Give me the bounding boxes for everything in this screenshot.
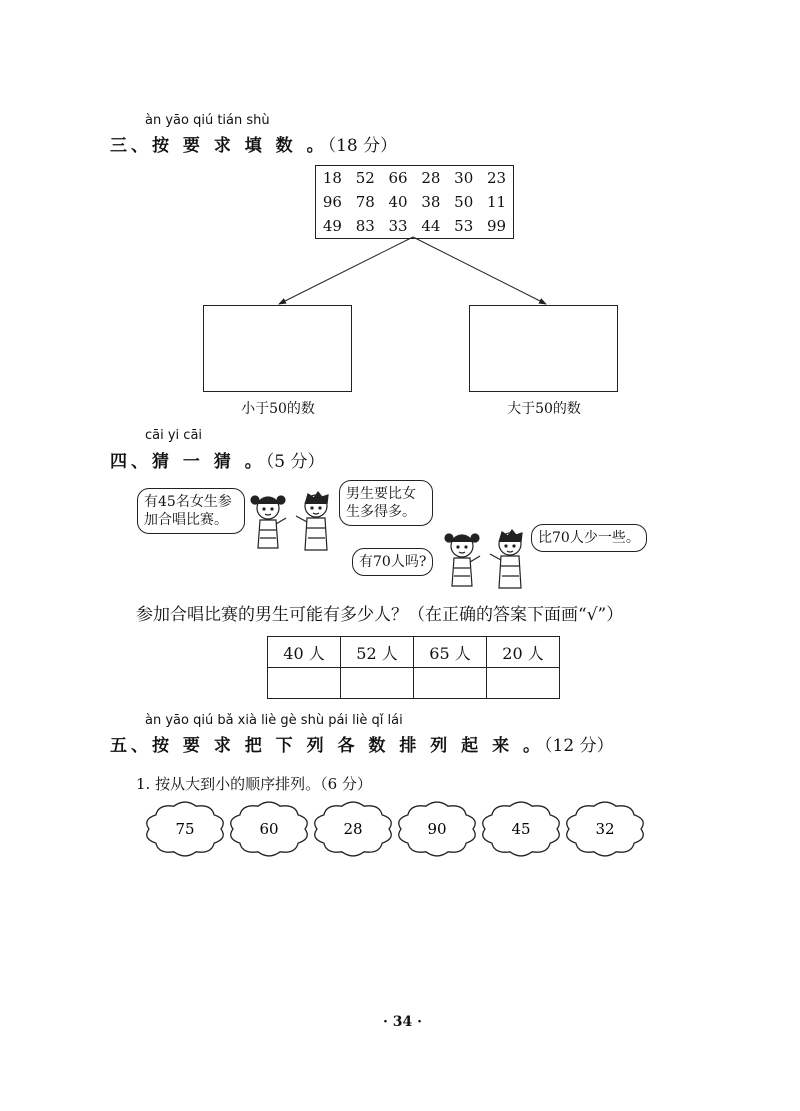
less-than-50-label: 小于50的数 <box>241 401 315 417</box>
cloud-number <box>147 802 224 856</box>
speech-bubble-girl-1 <box>137 488 245 534</box>
answer-mark-cell[interactable] <box>341 668 414 699</box>
kids-illustration-1 <box>238 490 348 555</box>
number-cell: 99 <box>487 217 507 235</box>
bubble1-line2: 加合唱比赛。 <box>144 512 228 528</box>
greater-than-50-label: 大于50的数 <box>507 401 581 417</box>
cloud-number-label: 32 <box>595 820 615 838</box>
speech-bubble-girl-2: 有70人吗? <box>352 548 433 576</box>
arrows-diagram <box>0 0 800 320</box>
section5-heading <box>110 731 614 756</box>
cloud-number <box>315 802 392 856</box>
greater-than-50-box[interactable] <box>469 305 618 392</box>
option-cell: 65 人 <box>414 637 487 668</box>
arrow-left <box>279 237 413 304</box>
section3-pinyin: àn yāo qiú tián shù <box>145 113 270 128</box>
cloud-number <box>483 802 560 856</box>
section3-title: 三、按 要 求 填 数 。 <box>110 136 328 156</box>
number-cell: 53 <box>454 217 474 235</box>
clouds-row <box>140 795 660 865</box>
cloud-number-label: 75 <box>175 820 195 838</box>
number-cell: 96 <box>322 193 342 211</box>
answer-options-row <box>268 637 560 668</box>
cloud-number-label: 28 <box>343 820 363 838</box>
section5-points: （12 分） <box>544 736 614 756</box>
number-cell: 11 <box>487 193 507 211</box>
cloud-number <box>567 802 644 856</box>
number-cell: 78 <box>355 193 375 211</box>
section4-heading <box>110 447 325 472</box>
number-cell: 28 <box>421 169 441 187</box>
answer-mark-row <box>268 668 560 699</box>
section3-points: （18 分） <box>327 136 398 156</box>
section4-question: 参加合唱比赛的男生可能有多少人？（在正确的答案下面画“√”） <box>136 605 624 625</box>
arrow-right <box>413 237 546 304</box>
speech-bubble-boy-1 <box>339 480 433 526</box>
answer-table <box>267 636 560 699</box>
number-cell: 44 <box>421 217 441 235</box>
cloud-number-label: 60 <box>259 820 279 838</box>
bubble2-line2: 生多得多。 <box>346 504 416 520</box>
number-cell: 33 <box>388 217 408 235</box>
number-cell: 52 <box>355 169 375 187</box>
option-cell: 52 人 <box>341 637 414 668</box>
less-than-50-box[interactable] <box>203 305 352 392</box>
page-number: · 34 · <box>383 1014 422 1030</box>
section5-pinyin: àn yāo qiú bǎ xià liè gè shù pái liè qǐ lái <box>145 713 403 728</box>
number-cell: 23 <box>487 169 507 187</box>
bubble1-line1: 有45名女生参 <box>144 494 232 510</box>
boy-figure-1 <box>296 492 328 550</box>
section4-pinyin: cāi yi cāi <box>145 428 203 443</box>
answer-mark-cell[interactable] <box>268 668 341 699</box>
boy-figure-2 <box>490 530 522 588</box>
number-cell: 30 <box>454 169 474 187</box>
number-cell: 66 <box>388 169 408 187</box>
option-cell: 20 人 <box>487 637 560 668</box>
cloud-number-label: 45 <box>511 820 531 838</box>
number-cell: 50 <box>454 193 474 211</box>
kids-illustration-2 <box>432 528 542 593</box>
option-cell: 40 人 <box>268 637 341 668</box>
section4-title: 四、猜 一 猜 。 <box>110 452 266 472</box>
answer-mark-cell[interactable] <box>414 668 487 699</box>
cloud-number <box>399 802 476 856</box>
number-cell: 40 <box>388 193 408 211</box>
number-cell: 83 <box>355 217 375 235</box>
girl-figure-2 <box>445 534 480 586</box>
cloud-number-label: 90 <box>427 820 447 838</box>
answer-mark-cell[interactable] <box>487 668 560 699</box>
section5-sub1: 1. 按从大到小的顺序排列。（6 分） <box>136 775 372 793</box>
cloud-number <box>231 802 308 856</box>
girl-figure-1 <box>251 496 286 548</box>
section5-title: 五、按 要 求 把 下 列 各 数 排 列 起 来 。 <box>110 736 545 756</box>
number-cell: 18 <box>322 169 342 187</box>
number-cell: 49 <box>322 217 342 235</box>
bubble2-line1: 男生要比女 <box>346 486 416 502</box>
speech-bubble-boy-2: 比70人少一些。 <box>531 524 647 552</box>
section4-points: （5 分） <box>265 452 325 472</box>
number-cell: 38 <box>421 193 441 211</box>
